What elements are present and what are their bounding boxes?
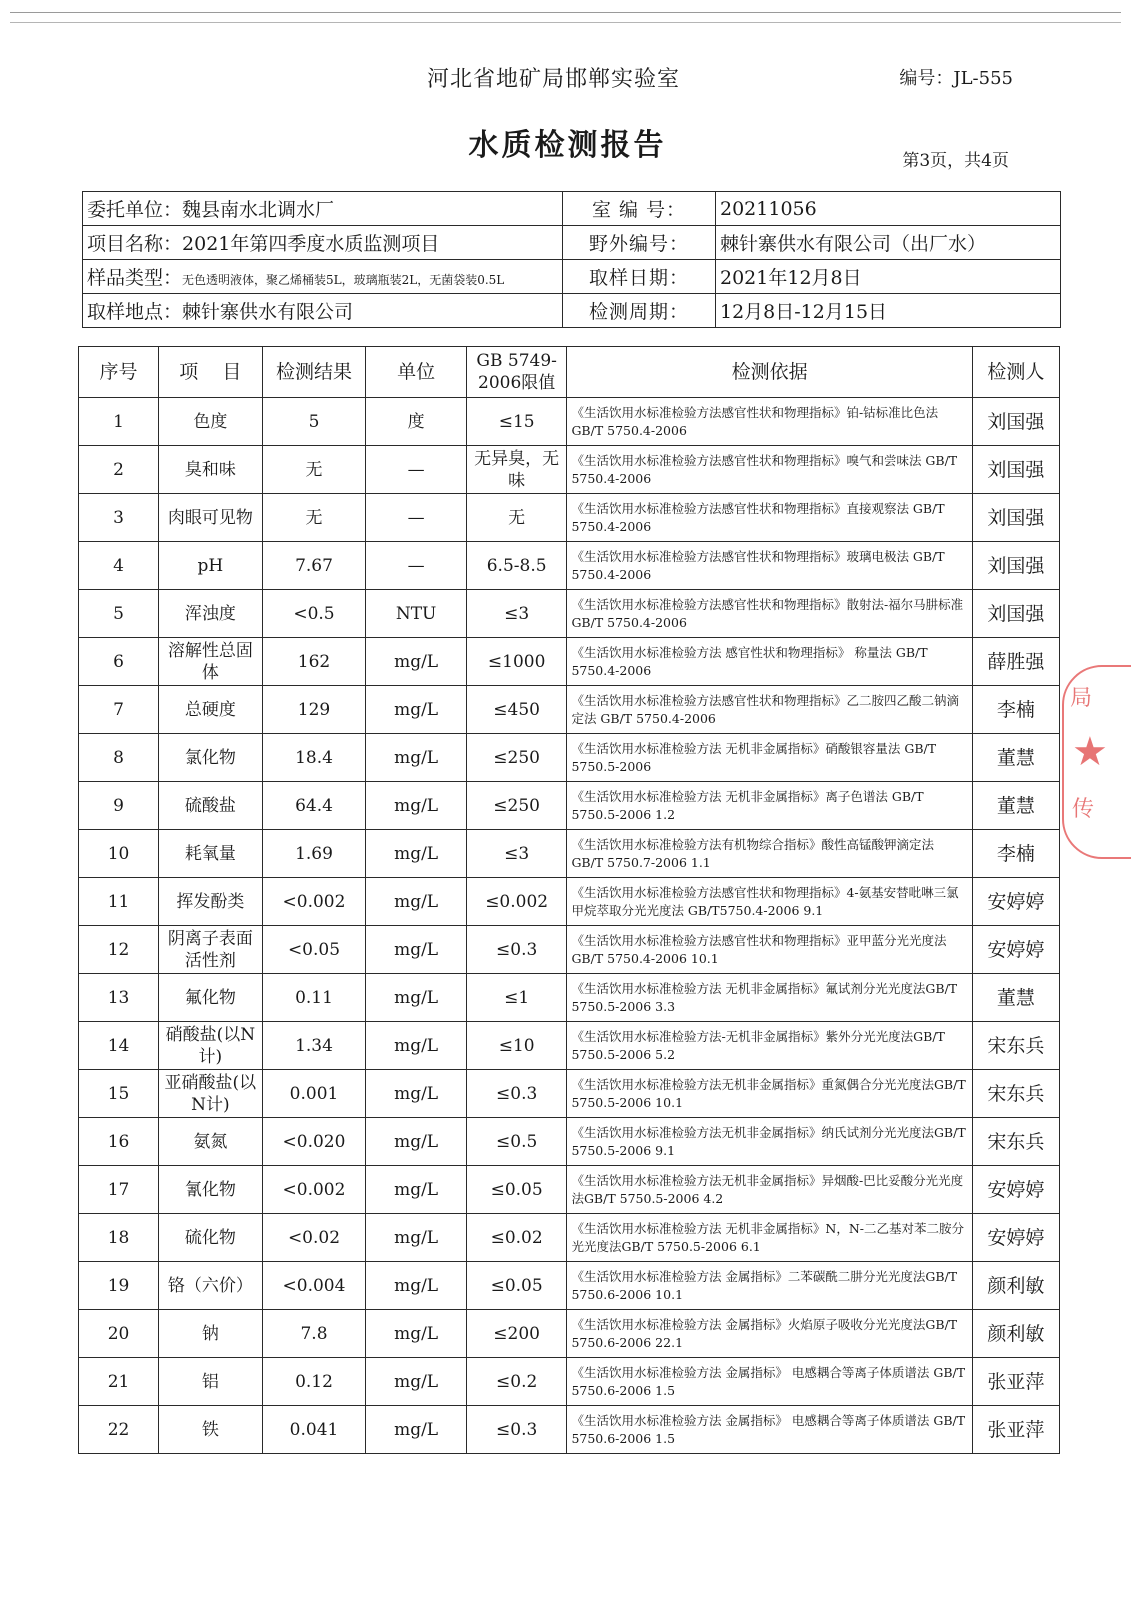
row-number: 14 [79, 1022, 159, 1070]
row-number: 7 [79, 686, 159, 734]
method-basis: 《生活饮用水标准检验方法感官性状和物理指标》嗅气和尝味法 GB/T 5750.4-2006 [567, 446, 972, 494]
limit-value: ≤0.2 [466, 1358, 567, 1406]
location-value: 棘针寨供水有限公司 [182, 301, 354, 323]
limit-value: ≤250 [466, 782, 567, 830]
row-number: 2 [79, 446, 159, 494]
limit-value: ≤0.3 [466, 1070, 567, 1118]
row-number: 6 [79, 638, 159, 686]
field-no-label: 野外编号： [563, 226, 716, 260]
table-row [79, 686, 1060, 734]
project-label: 项目名称： [87, 233, 183, 255]
limit-value: 无异臭，无味 [466, 446, 567, 494]
result-value: 162 [262, 638, 366, 686]
table-row [79, 1118, 1060, 1166]
page-number: 第3页，共4页 [902, 151, 1009, 171]
unit: mg/L [366, 1118, 467, 1166]
method-basis: 《生活饮用水标准检验方法-无机非金属指标》紫外分光光度法GB/T 5750.5-2006 5.2 [567, 1022, 972, 1070]
limit-value: ≤0.5 [466, 1118, 567, 1166]
tester-name: 刘国强 [972, 494, 1059, 542]
tester-name: 宋东兵 [972, 1022, 1059, 1070]
project-value: 2021年第四季度水质监测项目 [182, 233, 440, 255]
unit: NTU [366, 590, 467, 638]
limit-value: ≤0.3 [466, 926, 567, 974]
unit: mg/L [366, 782, 467, 830]
table-row [79, 590, 1060, 638]
info-table [82, 191, 1061, 328]
unit: mg/L [366, 686, 467, 734]
unit: — [366, 494, 467, 542]
method-basis: 《生活饮用水标准检验方法 感官性状和物理指标》 称量法 GB/T 5750.4-2006 [567, 638, 972, 686]
method-basis: 《生活饮用水标准检验方法 金属指标》 电感耦合等离子体质谱法 GB/T 5750.6-2006 1.5 [567, 1358, 972, 1406]
client-label: 委托单位： [87, 199, 183, 221]
result-value: 0.11 [262, 974, 366, 1022]
project-cell [83, 226, 563, 260]
result-value: <0.002 [262, 878, 366, 926]
unit: 度 [366, 398, 467, 446]
row-number: 16 [79, 1118, 159, 1166]
tester-name: 宋东兵 [972, 1118, 1059, 1166]
row-number: 22 [79, 1406, 159, 1454]
report-code: 编号：JL-555 [899, 68, 1013, 89]
item-name: 臭和味 [159, 446, 263, 494]
header-row [79, 347, 1060, 398]
unit: mg/L [366, 926, 467, 974]
unit: mg/L [366, 1358, 467, 1406]
col-header-no: 序号 [79, 347, 159, 398]
col-header-result: 检测结果 [262, 347, 366, 398]
unit: — [366, 542, 467, 590]
table-row [79, 974, 1060, 1022]
top-rule [10, 12, 1121, 13]
item-name: 铝 [159, 1358, 263, 1406]
table-row [79, 494, 1060, 542]
limit-value: ≤200 [466, 1310, 567, 1358]
item-name: 色度 [159, 398, 263, 446]
tester-name: 董慧 [972, 782, 1059, 830]
item-name: 耗氧量 [159, 830, 263, 878]
row-number: 15 [79, 1070, 159, 1118]
table-row [79, 1166, 1060, 1214]
tester-name: 颜利敏 [972, 1262, 1059, 1310]
limit-value: ≤0.05 [466, 1166, 567, 1214]
tester-name: 刘国强 [972, 446, 1059, 494]
method-basis: 《生活饮用水标准检验方法感官性状和物理指标》铂-钴标准比色法 GB/T 5750.4-2006 [567, 398, 972, 446]
item-name: 氟化物 [159, 974, 263, 1022]
unit: mg/L [366, 1070, 467, 1118]
method-basis: 《生活饮用水标准检验方法感官性状和物理指标》亚甲蓝分光光度法GB/T 5750.4-2006 10.1 [567, 926, 972, 974]
table-row [79, 1022, 1060, 1070]
item-name: 硫酸盐 [159, 782, 263, 830]
tester-name: 刘国强 [972, 398, 1059, 446]
location-cell [83, 294, 563, 328]
unit: — [366, 446, 467, 494]
limit-value: 6.5-8.5 [466, 542, 567, 590]
result-value: 1.34 [262, 1022, 366, 1070]
stamp-char-top: 局 [1070, 686, 1093, 711]
tester-name: 宋东兵 [972, 1070, 1059, 1118]
client-cell [83, 192, 563, 226]
table-row [79, 1310, 1060, 1358]
result-value: 7.8 [262, 1310, 366, 1358]
room-no-value: 20211056 [716, 192, 1061, 226]
limit-value: ≤1000 [466, 638, 567, 686]
limit-value: ≤1 [466, 974, 567, 1022]
tester-name: 刘国强 [972, 590, 1059, 638]
row-number: 9 [79, 782, 159, 830]
row-number: 13 [79, 974, 159, 1022]
method-basis: 《生活饮用水标准检验方法感官性状和物理指标》乙二胺四乙酸二钠滴定法 GB/T 5750.4-2006 [567, 686, 972, 734]
tester-name: 张亚萍 [972, 1358, 1059, 1406]
result-value: <0.5 [262, 590, 366, 638]
result-value: 0.001 [262, 1070, 366, 1118]
item-name: 氨氮 [159, 1118, 263, 1166]
method-basis: 《生活饮用水标准检验方法感官性状和物理指标》玻璃电极法 GB/T 5750.4-2006 [567, 542, 972, 590]
item-name: 亚硝酸盐(以N计) [159, 1070, 263, 1118]
sample-date-label: 取样日期： [563, 260, 716, 294]
sample-date-value: 2021年12月8日 [716, 260, 1061, 294]
table-row [79, 446, 1060, 494]
result-value: 无 [262, 494, 366, 542]
table-row [79, 1358, 1060, 1406]
method-basis: 《生活饮用水标准检验方法感官性状和物理指标》散射法-福尔马肼标准 GB/T 5750.4-2006 [567, 590, 972, 638]
limit-value: 无 [466, 494, 567, 542]
result-value: 5 [262, 398, 366, 446]
method-basis: 《生活饮用水标准检验方法 无机非金属指标》N，N-二乙基对苯二胺分光光度法GB/T 5750.5-2006 6.1 [567, 1214, 972, 1262]
table-row [79, 398, 1060, 446]
table-row [79, 878, 1060, 926]
info-row [83, 192, 1061, 226]
method-basis: 《生活饮用水标准检验方法 无机非金属指标》离子色谱法 GB/T 5750.5-2006 1.2 [567, 782, 972, 830]
limit-value: ≤0.002 [466, 878, 567, 926]
result-value: 0.12 [262, 1358, 366, 1406]
tester-name: 董慧 [972, 974, 1059, 1022]
item-name: 铁 [159, 1406, 263, 1454]
table-row [79, 1214, 1060, 1262]
table-row [79, 638, 1060, 686]
item-name: 铬（六价） [159, 1262, 263, 1310]
unit: mg/L [366, 878, 467, 926]
tester-name: 颜利敏 [972, 1310, 1059, 1358]
unit: mg/L [366, 734, 467, 782]
client-value: 魏县南水北调水厂 [182, 199, 335, 221]
results-table [78, 346, 1060, 1454]
sample-type-value: 无色透明液体，聚乙烯桶装5L，玻璃瓶装2L，无菌袋装0.5L [182, 273, 505, 287]
result-value: 7.67 [262, 542, 366, 590]
row-number: 5 [79, 590, 159, 638]
sample-type-cell [83, 260, 563, 294]
row-number: 12 [79, 926, 159, 974]
result-value: <0.020 [262, 1118, 366, 1166]
row-number: 17 [79, 1166, 159, 1214]
col-header-limit: GB 5749-2006限值 [466, 347, 567, 398]
col-header-person: 检测人 [972, 347, 1059, 398]
result-value: <0.05 [262, 926, 366, 974]
limit-value: ≤450 [466, 686, 567, 734]
item-name: 硝酸盐(以N计) [159, 1022, 263, 1070]
table-row [79, 1406, 1060, 1454]
row-number: 21 [79, 1358, 159, 1406]
row-number: 18 [79, 1214, 159, 1262]
info-row [83, 260, 1061, 294]
method-basis: 《生活饮用水标准检验方法 金属指标》火焰原子吸收分光光度法GB/T 5750.6-2006 22.1 [567, 1310, 972, 1358]
limit-value: ≤250 [466, 734, 567, 782]
period-label: 检测周期： [563, 294, 716, 328]
row-number: 1 [79, 398, 159, 446]
table-row [79, 782, 1060, 830]
lab-name: 河北省地矿局邯郸实验室 [426, 67, 680, 92]
item-name: 阴离子表面活性剂 [159, 926, 263, 974]
item-name: 氯化物 [159, 734, 263, 782]
result-value: <0.02 [262, 1214, 366, 1262]
method-basis: 《生活饮用水标准检验方法感官性状和物理指标》4-氨基安替吡啉三氯甲烷萃取分光光度法 GB/T5750.4-2006 9.1 [567, 878, 972, 926]
unit: mg/L [366, 1406, 467, 1454]
sample-type-label: 样品类型： [87, 267, 183, 289]
limit-value: ≤3 [466, 830, 567, 878]
tester-name: 薛胜强 [972, 638, 1059, 686]
star-icon: ★ [1072, 729, 1108, 775]
room-no-label: 室 编 号： [563, 192, 716, 226]
item-name: 肉眼可见物 [159, 494, 263, 542]
unit: mg/L [366, 1022, 467, 1070]
unit: mg/L [366, 638, 467, 686]
tester-name: 刘国强 [972, 542, 1059, 590]
unit: mg/L [366, 1166, 467, 1214]
tester-name: 张亚萍 [972, 1406, 1059, 1454]
item-name: pH [159, 542, 263, 590]
unit: mg/L [366, 1310, 467, 1358]
limit-value: ≤0.05 [466, 1262, 567, 1310]
tester-name: 安婷婷 [972, 878, 1059, 926]
method-basis: 《生活饮用水标准检验方法有机物综合指标》酸性高锰酸钾滴定法 GB/T 5750.7-2006 1.1 [567, 830, 972, 878]
row-number: 11 [79, 878, 159, 926]
item-name: 钠 [159, 1310, 263, 1358]
item-name: 挥发酚类 [159, 878, 263, 926]
row-number: 10 [79, 830, 159, 878]
table-row [79, 830, 1060, 878]
table-row [79, 542, 1060, 590]
method-basis: 《生活饮用水标准检验方法 金属指标》 电感耦合等离子体质谱法 GB/T 5750.6-2006 1.5 [567, 1406, 972, 1454]
table-row [79, 1262, 1060, 1310]
row-number: 19 [79, 1262, 159, 1310]
item-name: 氰化物 [159, 1166, 263, 1214]
tester-name: 安婷婷 [972, 1166, 1059, 1214]
table-row [79, 1070, 1060, 1118]
unit: mg/L [366, 974, 467, 1022]
tester-name: 安婷婷 [972, 1214, 1059, 1262]
row-number: 20 [79, 1310, 159, 1358]
tester-name: 董慧 [972, 734, 1059, 782]
row-number: 8 [79, 734, 159, 782]
limit-value: ≤15 [466, 398, 567, 446]
col-header-basis: 检测依据 [567, 347, 972, 398]
tester-name: 李楠 [972, 830, 1059, 878]
method-basis: 《生活饮用水标准检验方法无机非金属指标》重氮偶合分光光度法GB/T 5750.5-2006 10.1 [567, 1070, 972, 1118]
method-basis: 《生活饮用水标准检验方法感官性状和物理指标》直接观察法 GB/T 5750.4-2006 [567, 494, 972, 542]
stamp-char-bottom: 传 [1072, 797, 1095, 822]
item-name: 浑浊度 [159, 590, 263, 638]
result-value: <0.002 [262, 1166, 366, 1214]
unit: mg/L [366, 1262, 467, 1310]
location-label: 取样地点： [87, 301, 183, 323]
item-name: 溶解性总固体 [159, 638, 263, 686]
method-basis: 《生活饮用水标准检验方法 金属指标》二苯碳酰二肼分光光度法GB/T 5750.6-2006 10.1 [567, 1262, 972, 1310]
row-number: 4 [79, 542, 159, 590]
tester-name: 安婷婷 [972, 926, 1059, 974]
result-value: 129 [262, 686, 366, 734]
limit-value: ≤0.3 [466, 1406, 567, 1454]
col-header-item: 项 目 [159, 347, 263, 398]
result-value: 64.4 [262, 782, 366, 830]
limit-value: ≤3 [466, 590, 567, 638]
method-basis: 《生活饮用水标准检验方法无机非金属指标》异烟酸-巴比妥酸分光光度法GB/T 5750.5-2006 4.2 [567, 1166, 972, 1214]
top-rule-2 [10, 22, 1121, 23]
row-number: 3 [79, 494, 159, 542]
table-row [79, 734, 1060, 782]
item-name: 硫化物 [159, 1214, 263, 1262]
tester-name: 李楠 [972, 686, 1059, 734]
result-value: <0.004 [262, 1262, 366, 1310]
field-no-value: 棘针寨供水有限公司（出厂水） [716, 226, 1061, 260]
table-row [79, 926, 1060, 974]
unit: mg/L [366, 1214, 467, 1262]
result-value: 无 [262, 446, 366, 494]
method-basis: 《生活饮用水标准检验方法无机非金属指标》纳氏试剂分光光度法GB/T 5750.5-2006 9.1 [567, 1118, 972, 1166]
period-value: 12月8日-12月15日 [716, 294, 1061, 328]
result-value: 18.4 [262, 734, 366, 782]
limit-value: ≤10 [466, 1022, 567, 1070]
result-value: 0.041 [262, 1406, 366, 1454]
col-header-unit: 单位 [366, 347, 467, 398]
report-title: 水质检测报告 [468, 128, 667, 163]
red-seal-stamp [1062, 665, 1131, 859]
method-basis: 《生活饮用水标准检验方法 无机非金属指标》氟试剂分光光度法GB/T 5750.5-2006 3.3 [567, 974, 972, 1022]
unit: mg/L [366, 830, 467, 878]
info-row [83, 226, 1061, 260]
result-value: 1.69 [262, 830, 366, 878]
item-name: 总硬度 [159, 686, 263, 734]
method-basis: 《生活饮用水标准检验方法 无机非金属指标》硝酸银容量法 GB/T 5750.5-2006 [567, 734, 972, 782]
info-row [83, 294, 1061, 328]
limit-value: ≤0.02 [466, 1214, 567, 1262]
